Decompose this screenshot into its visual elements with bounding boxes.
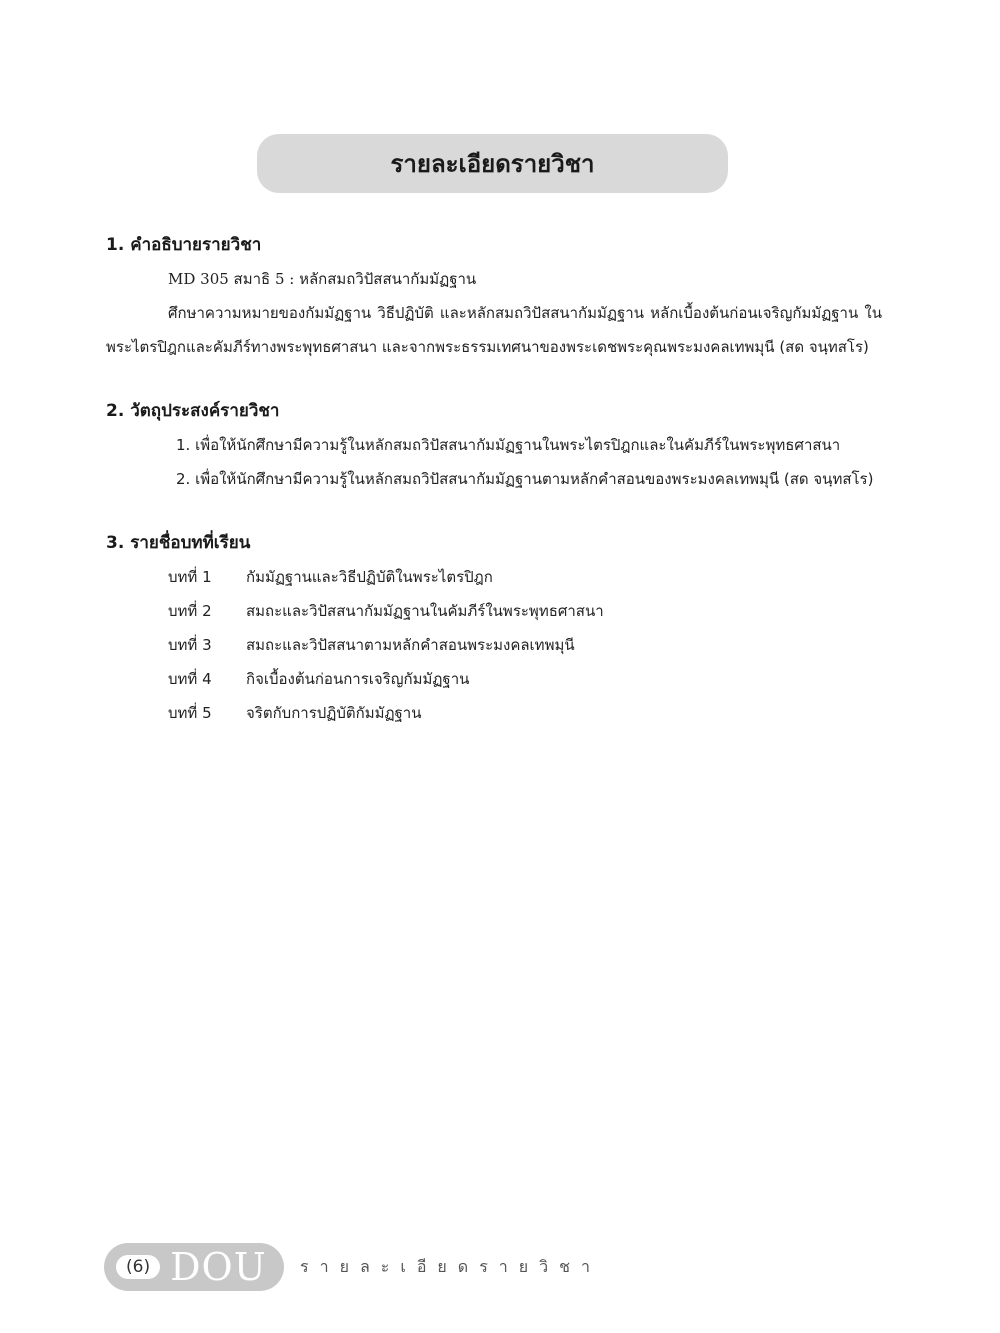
course-code-line: MD 305 สมาธิ 5 : หลักสมถวิปัสสนากัมมัฏฐาน	[168, 270, 477, 288]
chapter-title: สมถะและวิปัสสนากัมมัฏฐานในคัมภีร์ในพระพุทธศาสนา	[246, 602, 604, 620]
chapter-title: กิจเบื้องต้นก่อนการเจริญกัมมัฏฐาน	[246, 670, 470, 688]
section-chapters	[106, 526, 882, 730]
section-heading: 3. รายชื่อบทที่เรียน	[106, 533, 251, 553]
section-heading: 2. วัตถุประสงค์รายวิชา	[106, 401, 280, 421]
page-title-box	[257, 134, 728, 193]
chapter-number: บทที่ 3	[168, 636, 212, 654]
page-title: รายละเอียดรายวิชา	[390, 150, 595, 178]
page-footer	[104, 1243, 601, 1291]
chapter-number: บทที่ 2	[168, 602, 212, 620]
chapter-number: บทที่ 4	[168, 670, 212, 688]
description-paragraph: ศึกษาความหมายของกัมมัฏฐาน วิธีปฏิบัติ และหลักสมถวิปัสสนากัมมัฏฐาน หลักเบื้องต้นก่อนเจริญกัมมัฏฐาน ในพระไตรปิฎกและคัมภีร์ทางพระพุทธศาสนา และจากพระธรรมเทศนาของพระเดชพระคุณพระมงคลเทพมุนี (สด จนฺทสโร)	[106, 304, 882, 356]
chapter-title: สมถะและวิปัสสนาตามหลักคำสอนพระมงคลเทพมุนี	[246, 636, 575, 654]
content-area	[106, 228, 882, 760]
page-number: (6)	[116, 1255, 160, 1279]
chapter-item	[106, 594, 882, 628]
running-title: รายละเอียดรายวิชา	[300, 1256, 601, 1276]
chapter-number: บทที่ 5	[168, 704, 212, 722]
footer-badge	[104, 1243, 284, 1291]
chapter-title: กัมมัฏฐานและวิธีปฏิบัติในพระไตรปิฎก	[246, 568, 493, 586]
objective-item: 2. เพื่อให้นักศึกษามีความรู้ในหลักสมถวิปัสสนากัมมัฏฐานตามหลักคำสอนของพระมงคลเทพมุนี (สด จนฺทสโร)	[176, 470, 874, 488]
section-description	[106, 228, 882, 364]
chapter-item	[106, 696, 882, 730]
chapter-item	[106, 628, 882, 662]
chapter-item	[106, 560, 882, 594]
objective-item: 1. เพื่อให้นักศึกษามีความรู้ในหลักสมถวิปัสสนากัมมัฏฐานในพระไตรปิฎกและในคัมภีร์ในพระพุทธศาสนา	[176, 436, 841, 454]
chapter-title: จริตกับการปฏิบัติกัมมัฏฐาน	[246, 704, 422, 722]
section-heading: 1. คำอธิบายรายวิชา	[106, 235, 262, 255]
chapter-item	[106, 662, 882, 696]
section-objectives	[106, 394, 882, 496]
chapter-number: บทที่ 1	[168, 568, 212, 586]
brand-logo: DOU	[170, 1245, 267, 1289]
